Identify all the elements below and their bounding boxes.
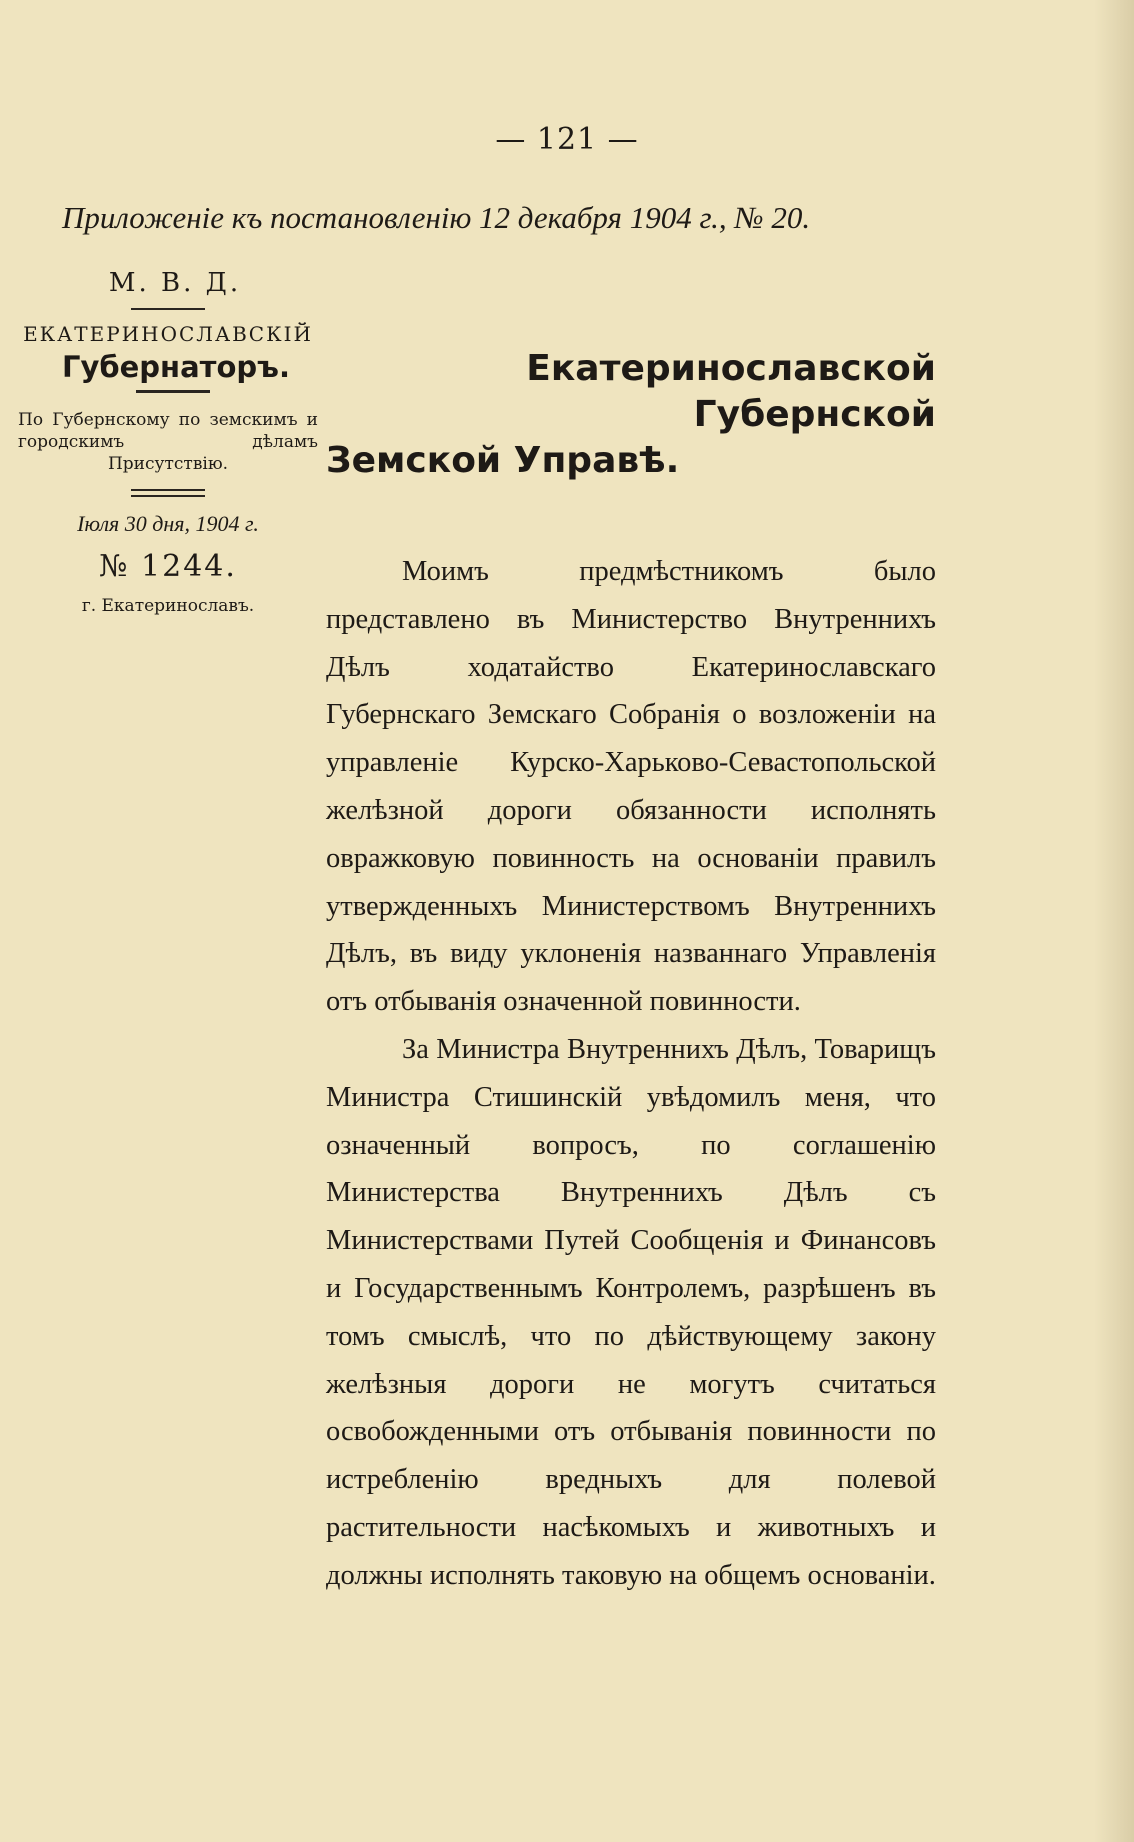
addressee-line-2: Земской Управѣ. (326, 440, 680, 481)
letter-body (326, 548, 936, 1600)
body-paragraph: Моимъ предмѣстникомъ было представлено въ Министерство Внутреннихъ Дѣлъ ходатайство Екатеринославскаго Губернскаго Земскаго Собранія о возложеніи на управленіе Курско-Харьково-Севастопольской желѣзной дороги обязанности исполнять овражковую повинность на основаніи правилъ утвержденныхъ Министерствомъ Внутреннихъ Дѣлъ, въ виду уклоненія названнаго Управленія отъ отбыванія означенной повинности. (326, 556, 936, 1018)
ministry-abbreviation: М. В. Д. (108, 268, 242, 298)
letter-city: г. Екатеринославъ. (81, 596, 255, 616)
appendix-reference: Приложеніе къ постановленію 12 декабря 1904 г., № 20. (62, 200, 811, 235)
double-divider-bottom (131, 495, 205, 497)
addressee-heading (326, 346, 936, 484)
addressee-line-1: Екатеринославской Губернской (526, 348, 936, 435)
office-name: По Губернскому по земскимъ и городскимъ дѣламъ Присутствію. (18, 410, 318, 474)
sender-block (18, 268, 318, 616)
letter-number: № 1244. (99, 549, 237, 584)
body-paragraph: За Министра Внутреннихъ Дѣлъ, Товарищъ Министра Стишинскій увѣдомилъ меня, что означенный вопросъ, по соглашенію Министерства Внутреннихъ Дѣлъ съ Министерствами Путей Сообщенія и Финансовъ и Государственнымъ Контролемъ, разрѣшенъ въ томъ смыслѣ, что по дѣйствующему закону желѣзныя дороги не могутъ считаться освобожденными отъ отбыванія повинности по истребленію вредныхъ для полевой растительности насѣкомыхъ и животныхъ и должны исполнять таковую на общемъ основаніи. (326, 1033, 936, 1591)
page-number: — 121 — (495, 122, 639, 157)
governorate-name: ЕКАТЕРИНОСЛАВСКІЙ (23, 322, 313, 346)
governor-title: Губернаторъ. (62, 350, 290, 384)
divider (136, 390, 210, 393)
divider (131, 308, 205, 310)
letter-date: Іюля 30 дня, 1904 г. (77, 511, 259, 536)
page-edge-shadow (1094, 0, 1134, 1842)
double-divider-top (131, 489, 205, 491)
